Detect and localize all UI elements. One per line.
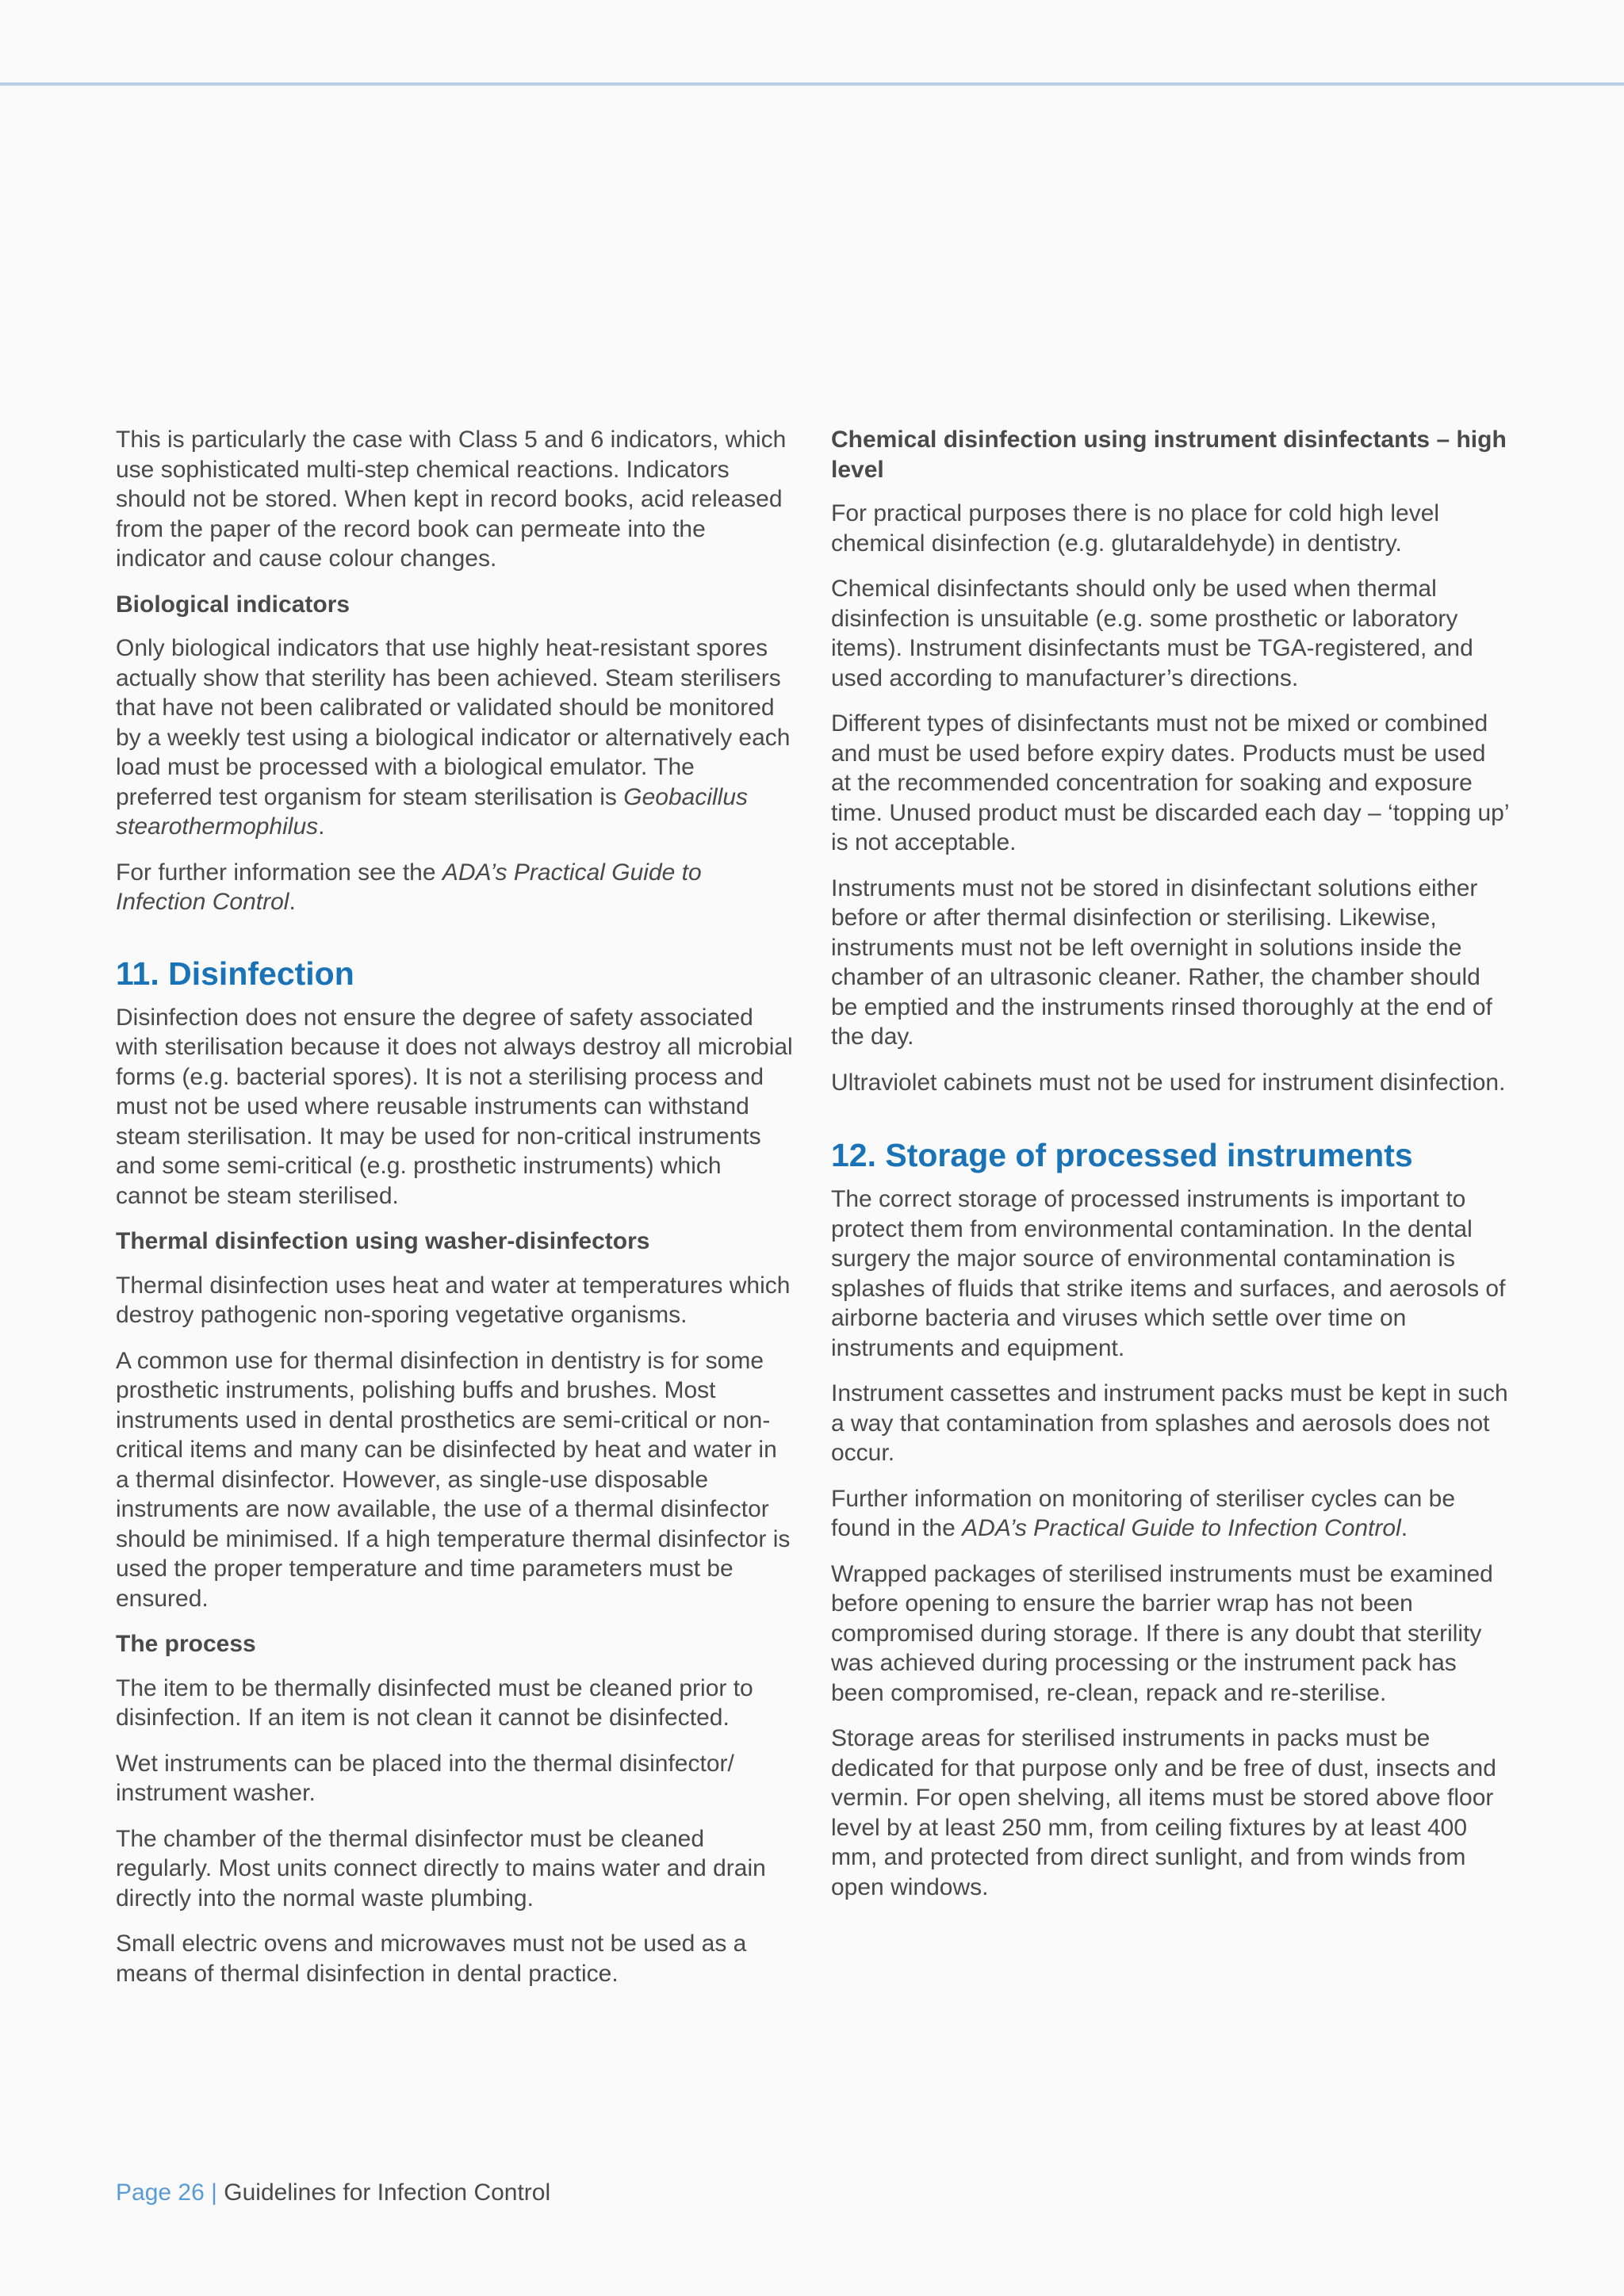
- paragraph-chemical-3: Different types of disinfectants must not be mixed or combined and must be used before expiry dates. Products must be used at the recommended concentration for soaking and exposure time. Unused product must be discarded each day – ‘topping up’ is not acceptable.: [831, 710, 1509, 855]
- paragraph-chemical-4: Instruments must not be stored in disinfectant solutions either before or after thermal disinfection or sterilising. Likewise, instruments must not be left overnight in solutions inside the chamber of an ultrasonic cleaner. Rather, the chamber should be emptied and the instruments rinsed thoroughly at the end of the day.: [831, 874, 1492, 1050]
- paragraph-thermal-1: Thermal disinfection uses heat and water at temperatures which destroy pathogenic non-sporing vegetative organisms.: [116, 1272, 791, 1328]
- paragraph-indicators-storage: This is particularly the case with Class 5 and 6 indicators, which use sophisticated multi-step chemical reactions. Indicators should not be stored. When kept in record books, acid released from the paper of the record book can permeate into the indicator and cause colour changes.: [116, 427, 787, 572]
- right-column: [831, 425, 1511, 1918]
- page-footer: [116, 2179, 550, 2207]
- page-number: Page 26: [116, 2179, 205, 2206]
- section-heading-disinfection: 11. Disinfection: [116, 955, 354, 992]
- paragraph-storage-4: Wrapped packages of sterilised instruments must be examined before opening to ensure the barrier wrap has not been compromised during storage. If there is any doubt that sterility was achieved during processing or the instrument pack has been compromised, re-clean, repack and re-sterilise.: [831, 1560, 1493, 1706]
- paragraph-storage-5: Storage areas for sterilised instruments in packs must be dedicated for that purpose only and be free of dust, insects and vermin. For open shelving, all items must be stored above floor level by at least 250 mm, from ceiling fixtures by at least 400 mm, and protected from direct sunlight, and from winds from open windows.: [831, 1725, 1496, 1900]
- paragraph-storage-1: The correct storage of processed instruments is important to protect them from environmental contamination. In the dental surgery the major source of environmental contamination is splashes of fluids that strike items and surfaces, and aerosols of airborne bacteria and viruses which settle over time on instruments and equipment.: [831, 1186, 1506, 1361]
- paragraph-storage-3: Further information on monitoring of steriliser cycles can be found in the ADA’s Practical Guide to Infection Control.: [831, 1485, 1456, 1541]
- subheading-thermal-disinfection: Thermal disinfection using washer-disinfectors: [116, 1228, 650, 1254]
- subheading-the-process: The process: [116, 1631, 256, 1657]
- paragraph-process-1: The item to be thermally disinfected must be cleaned prior to disinfection. If an item is not clean it cannot be disinfected.: [116, 1674, 753, 1731]
- paragraph-process-2: Wet instruments can be placed into the thermal disinfector/ instrument washer.: [116, 1750, 734, 1806]
- guide-title-reference: ADA’s Practical Guide to Infection Control: [116, 859, 702, 915]
- footer-separator: |: [211, 2179, 217, 2206]
- paragraph-storage-2: Instrument cassettes and instrument packs must be kept in such a way that contamination from splashes and aerosols does not occur.: [831, 1380, 1508, 1466]
- paragraph-chemical-2: Chemical disinfectants should only be used when thermal disinfection is unsuitable (e.g. some prosthetic or laboratory items). Instrument disinfectants must be TGA-registered, and used according to manufacturer’s directions.: [831, 576, 1473, 691]
- paragraph-process-4: Small electric ovens and microwaves must not be used as a means of thermal disinfection in dental practice.: [116, 1931, 747, 1987]
- subheading-biological-indicators: Biological indicators: [116, 591, 350, 618]
- guide-title-reference: ADA’s Practical Guide to Infection Control: [962, 1515, 1401, 1541]
- organism-name: Geobacillus stearothermophilus: [116, 783, 749, 840]
- paragraph-disinfection-intro: Disinfection does not ensure the degree of safety associated with sterilisation because it does not always destroy all microbial forms (e.g. bacterial spores). It is not a sterilising process and must not be used where reusable instruments can withstand steam sterilisation. It may be used for non-critical instruments and some semi-critical (e.g. prosthetic instruments) which cannot be steam sterilised.: [116, 1004, 793, 1209]
- paragraph-process-3: The chamber of the thermal disinfector must be cleaned regularly. Most units connect directly to mains water and drain directly into the normal waste plumbing.: [116, 1825, 766, 1911]
- left-column: [116, 425, 796, 2004]
- paragraph-biological-indicators: Only biological indicators that use highly heat-resistant spores actually show that sterility has been achieved. Steam sterilisers that have not been calibrated or validated should be monitored by a weekly test using a biological indicator or alternatively each load must be processed with a biological emulator. The preferred test organism for steam sterilisation is Geobacillus stearothermophilus.: [116, 635, 791, 840]
- paragraph-thermal-2: A common use for thermal disinfection in dentistry is for some prosthetic instruments, polishing buffs and brushes. Most instruments used in dental prosthetics are semi-critical or non-critical items and many can be disinfected by heat and water in a thermal disinfector. However, as single-use disposable instruments are now available, the use of a thermal disinfector should be minimised. If a high temperature thermal disinfector is used the proper temperature and time parameters must be ensured.: [116, 1347, 791, 1612]
- paragraph-further-information: For further information see the ADA’s Practical Guide to Infection Control.: [116, 859, 702, 915]
- paragraph-chemical-1: For practical purposes there is no place for cold high level chemical disinfection (e.g. glutaraldehyde) in dentistry.: [831, 500, 1440, 557]
- subheading-chemical-disinfection: Chemical disinfection using instrument disinfectants – high level: [831, 427, 1507, 483]
- paragraph-chemical-5: Ultraviolet cabinets must not be used for instrument disinfection.: [831, 1069, 1506, 1096]
- document-title: Guidelines for Infection Control: [224, 2179, 551, 2206]
- header-rule: [0, 82, 1624, 86]
- section-heading-storage: 12. Storage of processed instruments: [831, 1137, 1413, 1173]
